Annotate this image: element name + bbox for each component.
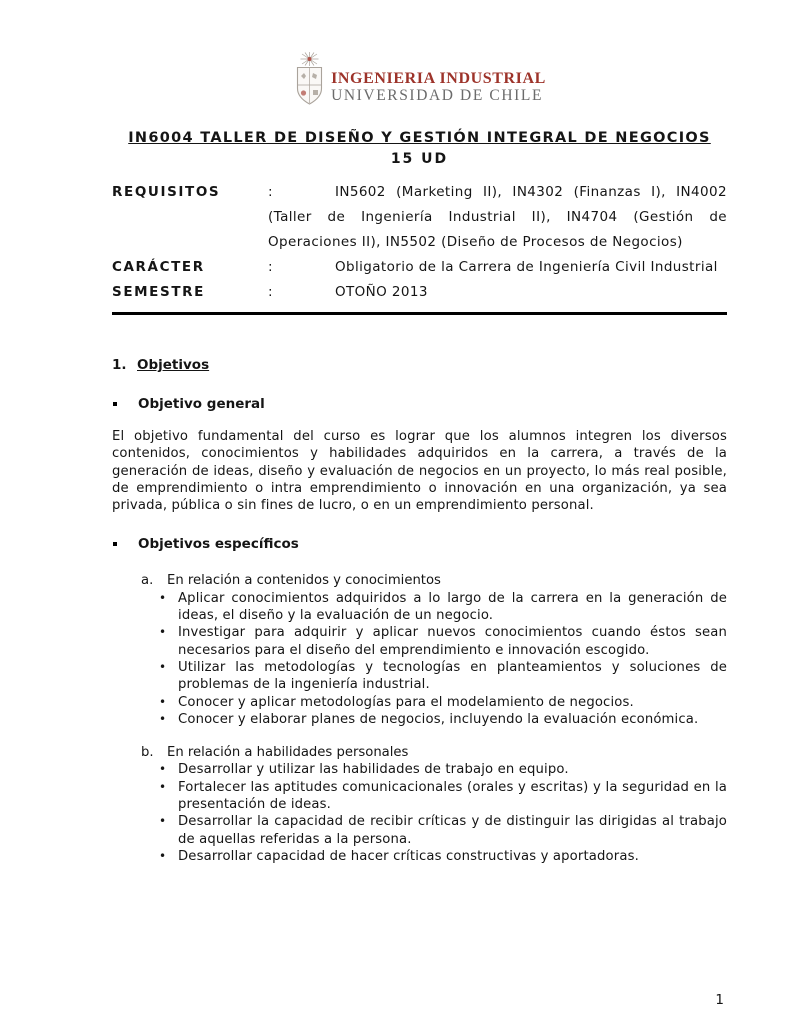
bullet-icon: • (159, 779, 167, 794)
list-item (146, 848, 727, 865)
course-credits: 15 UD (390, 151, 449, 167)
meta-separator: : (268, 184, 273, 200)
list-item-text: Aplicar conocimientos adquiridos a lo largo de la carrera en la generación de ideas, el diseño y la evaluación de un negocio. (178, 590, 727, 624)
bullet-icon: • (159, 848, 167, 863)
list-item (146, 813, 727, 848)
bullet-icon: • (159, 659, 167, 674)
university-crest-icon (293, 52, 326, 106)
group-title (141, 744, 727, 761)
page-number: 1 (715, 992, 724, 1008)
bullet-icon: • (159, 814, 167, 829)
list-item (146, 590, 727, 625)
objectives-group-b (112, 744, 727, 865)
meta-separator: : (268, 259, 273, 275)
objetivo-general-paragraph: El objetivo fundamental del curso es lograr que los alumnos integren los diversos contenidos, conocimientos y habilidades adquiridos en la carrera, a través de la generación de ideas, diseño y evaluación de negocios en un proyecto, lo más real posible, de emprendimiento o intra emprendimiento o innovación en una organización, ya sea privada, pública o sin fines de lucro, o en un emprendimiento personal. (112, 429, 727, 514)
section-heading-objetivos (112, 356, 727, 374)
square-bullet-icon (113, 402, 117, 406)
list-item (146, 761, 727, 778)
bullet-icon: • (159, 711, 167, 726)
meta-row-requisitos (112, 180, 727, 255)
meta-label: REQUISITOS (112, 184, 221, 200)
meta-text: IN5602 (Marketing II), IN4302 (Finanzas I), IN4002 (Taller de Ingeniería Industrial II), IN4704 (Gestión de Operaciones II), IN5502 (Diseño de Procesos de Negocios) (268, 184, 727, 250)
course-title: IN6004 TALLER DE DISEÑO Y GESTIÓN INTEGRAL DE NEGOCIOS (128, 130, 711, 146)
meta-label: CARÁCTER (112, 259, 205, 275)
meta-text: Obligatorio de la Carrera de Ingeniería Civil Industrial (334, 259, 718, 275)
group-marker: a. (141, 573, 154, 589)
subsection-title: Objetivo general (138, 396, 265, 412)
course-meta-table (112, 180, 727, 315)
subsection-heading-objetivo-general (112, 395, 727, 413)
list-item (146, 624, 727, 659)
university-logo (112, 0, 727, 106)
list-item (146, 659, 727, 694)
list-item-text: Fortalecer las aptitudes comunicacionales (orales y escritas) y la seguridad en la presentación de ideas. (178, 779, 727, 813)
meta-row-caracter (112, 255, 727, 280)
list-item-text: Conocer y elaborar planes de negocios, incluyendo la evaluación económica. (178, 711, 699, 727)
subsection-title: Objetivos específicos (138, 536, 299, 553)
meta-value (268, 280, 727, 305)
list-item (146, 711, 727, 728)
section-number: 1. (112, 357, 127, 373)
list-item (146, 779, 727, 814)
list-item-text: Conocer y aplicar metodologías para el modelamiento de negocios. (178, 694, 634, 710)
bullet-icon: • (159, 694, 167, 709)
group-title-text: En relación a contenidos y conocimientos (167, 573, 441, 589)
square-bullet-icon (113, 542, 117, 546)
group-marker: b. (141, 745, 154, 761)
group-title (141, 572, 727, 589)
meta-value (268, 255, 727, 280)
meta-separator: : (268, 284, 273, 300)
meta-row-semestre (112, 280, 727, 305)
title-block (112, 128, 727, 170)
logo-university-name: UNIVERSIDAD DE CHILE (331, 87, 544, 104)
logo-institution-name: INGENIERIA INDUSTRIAL (331, 70, 546, 87)
list-item-text: Desarrollar y utilizar las habilidades de trabajo en equipo. (178, 762, 569, 778)
group-title-text: En relación a habilidades personales (167, 745, 409, 761)
list-item (146, 694, 727, 711)
objectives-group-a (112, 572, 727, 728)
subsection-heading-objetivos-especificos (112, 535, 727, 553)
meta-label: SEMESTRE (112, 284, 205, 300)
section-title: Objetivos (137, 357, 210, 373)
bullet-icon: • (159, 762, 167, 777)
list-item-text: Desarrollar la capacidad de recibir críticas y de distinguir las dirigidas al trabajo de aquellas referidas a la persona. (178, 814, 727, 847)
list-item-text: Desarrollar capacidad de hacer críticas constructivas y aportadoras. (178, 848, 639, 864)
list-item-text: Utilizar las metodologías y tecnologías en planteamientos y soluciones de problemas de la ingeniería industrial. (178, 659, 727, 693)
meta-value (268, 180, 727, 255)
meta-text: OTOÑO 2013 (334, 284, 428, 300)
bullet-icon: • (159, 590, 167, 605)
logo-text (331, 70, 546, 106)
bullet-icon: • (159, 625, 167, 640)
list-item-text: Investigar para adquirir y aplicar nuevos conocimientos cuando éstos sean necesarios para el diseño del emprendimiento e innovación escogido. (178, 625, 727, 658)
